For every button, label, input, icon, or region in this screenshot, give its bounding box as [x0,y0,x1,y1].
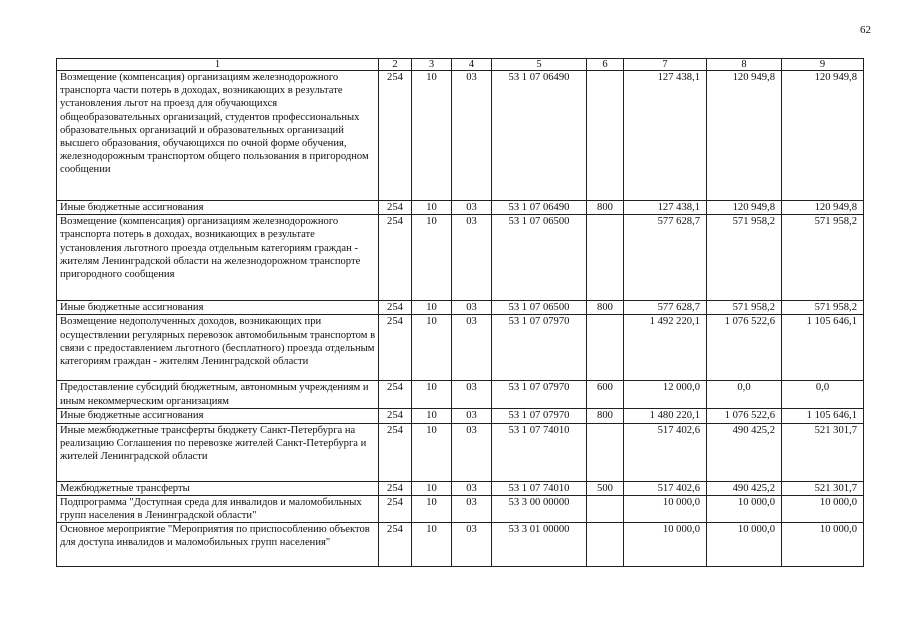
table-row [57,523,864,567]
cell-section: 10 [412,423,452,481]
cell-amount-col9: 0,0 [782,381,864,409]
cell-target-article: 53 1 07 06500 [492,215,587,301]
cell-amount-col7: 577 628,7 [624,301,707,315]
page-number: 62 [860,24,871,36]
cell-section: 10 [412,301,452,315]
cell-expense-type: 800 [587,409,624,423]
column-header: 3 [412,59,452,71]
cell-amount-col9: 120 949,8 [782,71,864,201]
cell-amount-col7: 127 438,1 [624,71,707,201]
cell-subsection: 03 [452,409,492,423]
cell-section: 10 [412,215,452,301]
cell-amount-col8: 490 425,2 [707,481,782,495]
cell-amount-col9: 120 949,8 [782,201,864,215]
cell-target-article: 53 1 07 06490 [492,71,587,201]
cell-target-article: 53 1 07 06490 [492,201,587,215]
cell-target-article: 53 1 07 07970 [492,315,587,381]
cell-amount-col7: 1 480 220,1 [624,409,707,423]
cell-ministry: 254 [379,71,412,201]
cell-ministry: 254 [379,381,412,409]
cell-expense-type [587,495,624,522]
table-row [57,315,864,381]
cell-expense-type: 800 [587,201,624,215]
cell-amount-col7: 517 402,6 [624,423,707,481]
cell-ministry: 254 [379,315,412,381]
cell-expense-type [587,71,624,201]
cell-amount-col9: 10 000,0 [782,495,864,522]
cell-amount-col9: 10 000,0 [782,523,864,567]
cell-target-article: 53 3 01 00000 [492,523,587,567]
cell-amount-col8: 571 958,2 [707,215,782,301]
cell-ministry: 254 [379,215,412,301]
cell-ministry: 254 [379,495,412,522]
table-row [57,71,864,201]
cell-amount-col8: 571 958,2 [707,301,782,315]
cell-target-article: 53 1 07 74010 [492,481,587,495]
cell-target-article: 53 1 07 74010 [492,423,587,481]
row-name: Иные бюджетные ассигнования [57,201,379,215]
cell-ministry: 254 [379,409,412,423]
cell-ministry: 254 [379,523,412,567]
cell-subsection: 03 [452,423,492,481]
cell-amount-col9: 1 105 646,1 [782,315,864,381]
cell-expense-type: 600 [587,381,624,409]
table-row [57,423,864,481]
cell-amount-col9: 1 105 646,1 [782,409,864,423]
column-header: 6 [587,59,624,71]
cell-section: 10 [412,481,452,495]
cell-subsection: 03 [452,301,492,315]
row-name: Возмещение (компенсация) организациям железнодорожного транспорта потерь в доходах, возникающих в результате установления льготного проезда отдельным категориям граждан - жителям Ленинградской области на железнодорожном транспорте пригородного сообщения [57,215,379,301]
cell-section: 10 [412,71,452,201]
cell-amount-col9: 521 301,7 [782,481,864,495]
cell-amount-col7: 517 402,6 [624,481,707,495]
cell-amount-col7: 12 000,0 [624,381,707,409]
column-header: 5 [492,59,587,71]
row-name: Возмещение недополученных доходов, возникающих при осуществлении регулярных перевозок автомобильным транспортом в связи с предоставлением льготного (бесплатного) проезда отдельным категориям граждан - жителям Ленинградской области [57,315,379,381]
cell-expense-type [587,523,624,567]
cell-subsection: 03 [452,495,492,522]
row-name: Подпрограмма "Доступная среда для инвалидов и маломобильных групп населения в Ленинградской области" [57,495,379,522]
cell-target-article: 53 1 07 07970 [492,409,587,423]
cell-expense-type [587,423,624,481]
table-row [57,381,864,409]
column-header: 1 [57,59,379,71]
table-row [57,409,864,423]
cell-ministry: 254 [379,423,412,481]
row-name: Предоставление субсидий бюджетным, автономным учреждениям и иным некоммерческим организациям [57,381,379,409]
column-header: 8 [707,59,782,71]
cell-ministry: 254 [379,301,412,315]
table-row [57,301,864,315]
cell-section: 10 [412,315,452,381]
cell-amount-col8: 1 076 522,6 [707,315,782,381]
cell-section: 10 [412,495,452,522]
cell-amount-col9: 571 958,2 [782,215,864,301]
cell-expense-type [587,215,624,301]
cell-amount-col8: 0,0 [707,381,782,409]
table-row [57,481,864,495]
cell-amount-col7: 10 000,0 [624,495,707,522]
column-header: 4 [452,59,492,71]
cell-target-article: 53 3 00 00000 [492,495,587,522]
cell-amount-col9: 571 958,2 [782,301,864,315]
row-name: Иные бюджетные ассигнования [57,409,379,423]
cell-amount-col9: 521 301,7 [782,423,864,481]
cell-section: 10 [412,381,452,409]
cell-section: 10 [412,201,452,215]
cell-expense-type [587,315,624,381]
cell-subsection: 03 [452,523,492,567]
cell-expense-type: 500 [587,481,624,495]
cell-target-article: 53 1 07 07970 [492,381,587,409]
column-header: 9 [782,59,864,71]
cell-ministry: 254 [379,201,412,215]
row-name: Иные бюджетные ассигнования [57,301,379,315]
table-row [57,215,864,301]
cell-amount-col7: 10 000,0 [624,523,707,567]
cell-section: 10 [412,409,452,423]
cell-amount-col8: 490 425,2 [707,423,782,481]
cell-subsection: 03 [452,201,492,215]
row-name: Возмещение (компенсация) организациям железнодорожного транспорта части потерь в доходах, возникающих в результате установления льгот на проезд для обучающихся общеобразовательных организаций, студентов профессиональных образовательных организаций и образовательных организаций высшего образования, обучающихся по очной форме обучения, железнодорожным транспортом общего пользования в пригородном сообщении [57,71,379,201]
cell-amount-col7: 577 628,7 [624,215,707,301]
cell-subsection: 03 [452,215,492,301]
column-header: 2 [379,59,412,71]
table-header-row [57,59,864,71]
table-row [57,201,864,215]
row-name: Межбюджетные трансферты [57,481,379,495]
cell-ministry: 254 [379,481,412,495]
cell-subsection: 03 [452,481,492,495]
cell-subsection: 03 [452,315,492,381]
row-name: Основное мероприятие "Мероприятия по приспособлению объектов для доступа инвалидов и маломобильных групп населения" [57,523,379,567]
cell-amount-col8: 10 000,0 [707,523,782,567]
cell-amount-col8: 10 000,0 [707,495,782,522]
cell-amount-col8: 120 949,8 [707,71,782,201]
cell-subsection: 03 [452,381,492,409]
cell-amount-col8: 120 949,8 [707,201,782,215]
cell-amount-col7: 127 438,1 [624,201,707,215]
cell-section: 10 [412,523,452,567]
cell-subsection: 03 [452,71,492,201]
cell-amount-col7: 1 492 220,1 [624,315,707,381]
budget-table [56,58,864,567]
table-row [57,495,864,522]
column-header: 7 [624,59,707,71]
cell-expense-type: 800 [587,301,624,315]
cell-target-article: 53 1 07 06500 [492,301,587,315]
cell-amount-col8: 1 076 522,6 [707,409,782,423]
row-name: Иные межбюджетные трансферты бюджету Санкт-Петербурга на реализацию Соглашения по перевозке жителей Санкт-Петербурга и жителей Ленинградской области [57,423,379,481]
